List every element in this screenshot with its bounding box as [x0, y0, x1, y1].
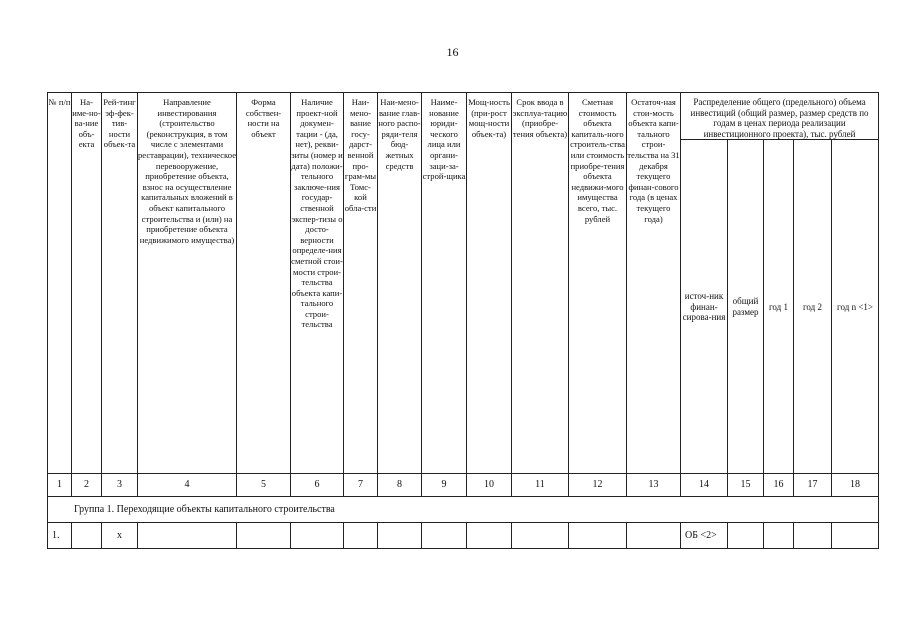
col-header-developer: Наиме-нование юриди-ческого лица или органи-заци-за-строй-щика: [422, 93, 467, 474]
col-header-number: № п/п: [48, 93, 72, 474]
col-header-budget-manager: Наи-мено-вание глав-ного распо-ряди-теля бюд-жетных средств: [378, 93, 422, 474]
column-number: 12: [569, 474, 627, 497]
col-header-rating: Рей-тинг эф-фек-тив-ности объек-та: [102, 93, 138, 474]
cell-investment-direction: [138, 523, 237, 549]
row-number: 1.: [48, 523, 72, 549]
col-header-investment-distribution: Распределение общего (предельного) объема инвестиций (общий размер, размер средств по годам в ценах периода реализации инвестиционного проекта), тыс. рублей: [681, 93, 879, 140]
page-number: 16: [446, 45, 459, 59]
col-header-total: общий размер: [728, 140, 764, 474]
column-number: 8: [378, 474, 422, 497]
group-row: [48, 497, 879, 523]
column-number: 14: [681, 474, 728, 497]
column-number: 17: [794, 474, 832, 497]
column-number: 2: [72, 474, 102, 497]
cell-project-documentation: [291, 523, 344, 549]
column-numbers-row: [48, 474, 879, 497]
col-header-object-name: На-име-но-ва-ние объ-екта: [72, 93, 102, 474]
column-number: 1: [48, 474, 72, 497]
column-number: 7: [344, 474, 378, 497]
column-number: 15: [728, 474, 764, 497]
column-number: 4: [138, 474, 237, 497]
col-header-capacity: Мощ-ность (при-рост мощ-ности объек-та): [467, 93, 512, 474]
col-header-commissioning-date: Срок ввода в эксплуа-тацию (приобре-тения объекта): [512, 93, 569, 474]
column-number: 5: [237, 474, 291, 497]
cell-year-n: [832, 523, 879, 549]
column-number: 11: [512, 474, 569, 497]
column-number: 16: [764, 474, 794, 497]
cell-budget-manager: [378, 523, 422, 549]
cell-developer: [422, 523, 467, 549]
col-header-estimated-cost: Сметная стоимость объекта капиталь-ного строитель-ства или стоимость приобре-тения объекта недвижи-мого имущества всего, тыс. рублей: [569, 93, 627, 474]
header-row: [48, 93, 879, 140]
cell-rating: x: [102, 523, 138, 549]
investment-objects-table: [47, 92, 879, 549]
col-header-year-1: год 1: [764, 140, 794, 474]
cell-year-2: [794, 523, 832, 549]
cell-residual-cost: [627, 523, 681, 549]
col-header-funding-source: источ-ник финан-сирова-ния: [681, 140, 728, 474]
cell-state-program: [344, 523, 378, 549]
col-header-ownership-form: Форма собствен-ности на объект: [237, 93, 291, 474]
cell-funding-source: ОБ <2>: [681, 523, 728, 549]
group-title: Группа 1. Переходящие объекты капитального строительства: [48, 497, 879, 523]
cell-estimated-cost: [569, 523, 627, 549]
column-number: 9: [422, 474, 467, 497]
col-header-investment-direction: Направление инвестирования (строительство (реконструкция, в том числе с элементами реставрации), техническое перевооружение, приобретение объекта, взнос на осуществление капитальных вложений в объект капитального строительства и (или) на приобретение объекта недвижимого имущества): [138, 93, 237, 474]
table-row: [48, 523, 879, 549]
column-number: 13: [627, 474, 681, 497]
cell-year-1: [764, 523, 794, 549]
col-header-year-2: год 2: [794, 140, 832, 474]
col-header-project-documentation: Наличие проект-ной докумен-тации - (да, нет), рекви-зиты (номер и дата) положи-тельного заключе-ния государ-ственной экспер-тизы о досто-верности определе-ния сметной стои-мости строи-тельства объекта капи-тального строи-тельства: [291, 93, 344, 474]
cell-ownership-form: [237, 523, 291, 549]
col-header-year-n: год n <1>: [832, 140, 879, 474]
cell-commissioning-date: [512, 523, 569, 549]
cell-capacity: [467, 523, 512, 549]
col-header-residual-cost: Остаточ-ная стои-мость объекта капи-тального строи-тельства на 31 декабря текущего финан-сового года (в ценах текущего года): [627, 93, 681, 474]
column-number: 3: [102, 474, 138, 497]
column-number: 18: [832, 474, 879, 497]
cell-object-name: [72, 523, 102, 549]
cell-total: [728, 523, 764, 549]
column-number: 6: [291, 474, 344, 497]
col-header-state-program: Наи-мено-вание госу-дарст-венной про-грам-мы Томс-кой обла-сти: [344, 93, 378, 474]
column-number: 10: [467, 474, 512, 497]
